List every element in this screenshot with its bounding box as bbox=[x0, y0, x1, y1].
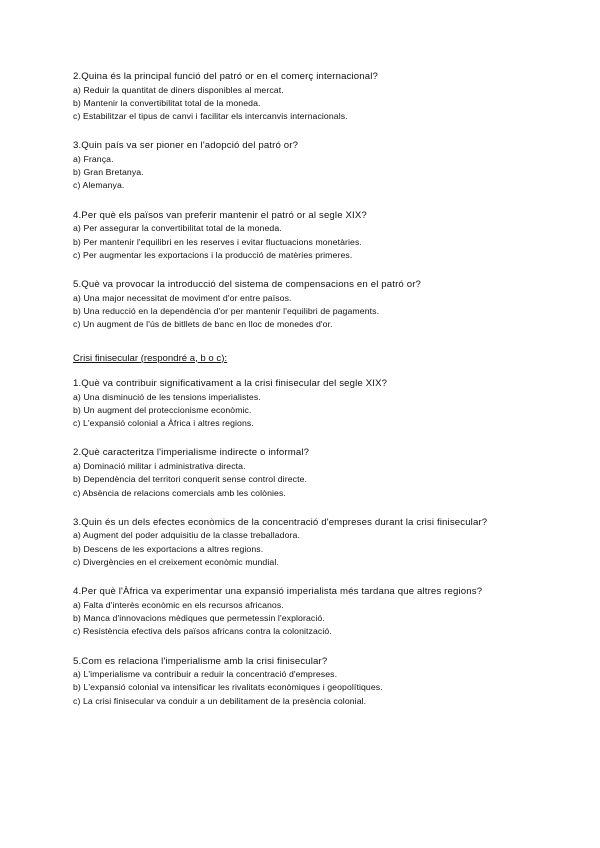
section-patro-or bbox=[73, 70, 573, 332]
answer-option: c) Absència de relacions comercials amb les colònies. bbox=[73, 487, 286, 498]
question-text: 5.Què va provocar la introducció del sistema de compensacions en el patró or? bbox=[73, 279, 422, 291]
question-block bbox=[73, 655, 573, 708]
question-text: 3.Quin país va ser pioner en l'adopció del patró or? bbox=[73, 140, 299, 152]
answer-option: c) Un augment de l'ús de bitllets de banc en lloc de monedes d'or. bbox=[73, 319, 333, 330]
answer-option: c) Estabilitzar el tipus de canvi i facilitar els intercanvis internacionals. bbox=[73, 111, 348, 122]
answer-option: c) Resistència efectiva dels països africans contra la colonització. bbox=[73, 626, 332, 637]
answer-option: c) Divergències en el creixement econòmic mundial. bbox=[73, 556, 279, 567]
question-text: 3.Quin és un dels efectes econòmics de la concentració d'empreses durant la crisi finisecular? bbox=[73, 516, 488, 528]
answer-option: c) Per augmentar les exportacions i la producció de matèries primeres. bbox=[73, 249, 353, 260]
answer-option: a) Per assegurar la convertibilitat total de la moneda. bbox=[73, 223, 282, 234]
answer-option: b) Descens de les exportacions a altres regions. bbox=[73, 543, 264, 554]
question-text: 2.Què caracteritza l'imperialisme indirecte o informal? bbox=[73, 447, 310, 459]
question-text: 4.Per què els països van preferir mantenir el patró or al segle XIX? bbox=[73, 209, 367, 221]
question-block bbox=[73, 516, 573, 569]
section-crisi-finisecular bbox=[73, 377, 573, 708]
document-page bbox=[73, 70, 573, 724]
question-block bbox=[73, 278, 573, 331]
answer-option: a) L'imperialisme va contribuir a reduir la concentració d'empreses. bbox=[73, 669, 338, 680]
answer-option: b) Gran Bretanya. bbox=[73, 167, 144, 178]
question-block bbox=[73, 209, 573, 262]
section-heading: Crisi finisecular (respondré a, b o c): bbox=[73, 352, 228, 364]
question-block bbox=[73, 139, 573, 192]
answer-option: a) Reduir la quantitat de diners disponibles al mercat. bbox=[73, 84, 284, 95]
answer-option: a) França. bbox=[73, 153, 114, 164]
question-text: 2.Quina és la principal funció del patró or en el comerç internacional? bbox=[73, 71, 379, 82]
answer-option: b) Un augment del proteccionisme econòmic. bbox=[73, 404, 252, 415]
answer-option: a) Falta d'interès econòmic en els recursos africanos. bbox=[73, 599, 284, 610]
answer-option: a) Una major necessitat de moviment d'or entre països. bbox=[73, 292, 292, 303]
answer-option: c) Alemanya. bbox=[73, 180, 125, 191]
question-text: 5.Com es relaciona l'imperialisme amb la crisi finisecular? bbox=[73, 655, 328, 667]
question-text: 1.Què va contribuir significativament a la crisi finisecular del segle XIX? bbox=[73, 378, 388, 390]
question-text: 4.Per què l'Àfrica va experimentar una expansió imperialista més tardana que altres regions? bbox=[73, 586, 483, 598]
question-block bbox=[73, 377, 573, 430]
answer-option: b) Dependència del territori conquerit sense control directe. bbox=[73, 474, 308, 485]
question-block bbox=[73, 585, 573, 638]
answer-option: a) Una disminució de les tensions imperialistes. bbox=[73, 391, 261, 402]
answer-option: a) Augment del poder adquisitiu de la classe treballadora. bbox=[73, 530, 300, 541]
answer-option: c) L'expansió colonial a Àfrica i altres regions. bbox=[73, 418, 254, 429]
question-block bbox=[73, 446, 573, 499]
answer-option: b) Per mantenir l'equilibri en les reserves i evitar fluctuacions monetàries. bbox=[73, 236, 362, 247]
answer-option: b) L'expansió colonial va intensificar les rivalitats econòmiques i geopolítiques. bbox=[73, 682, 383, 693]
answer-option: c) La crisi finisecular va conduir a un debilitament de la presència colonial. bbox=[73, 695, 367, 706]
answer-option: a) Dominació militar i administrativa directa. bbox=[73, 460, 246, 471]
answer-option: b) Una reducció en la dependència d'or per mantenir l'equilibri de pagaments. bbox=[73, 305, 380, 316]
question-block bbox=[73, 70, 573, 123]
answer-option: b) Manca d'innovacions mèdiques que permetessin l'exploració. bbox=[73, 613, 325, 624]
answer-option: b) Mantenir la convertibilitat total de la moneda. bbox=[73, 97, 261, 108]
